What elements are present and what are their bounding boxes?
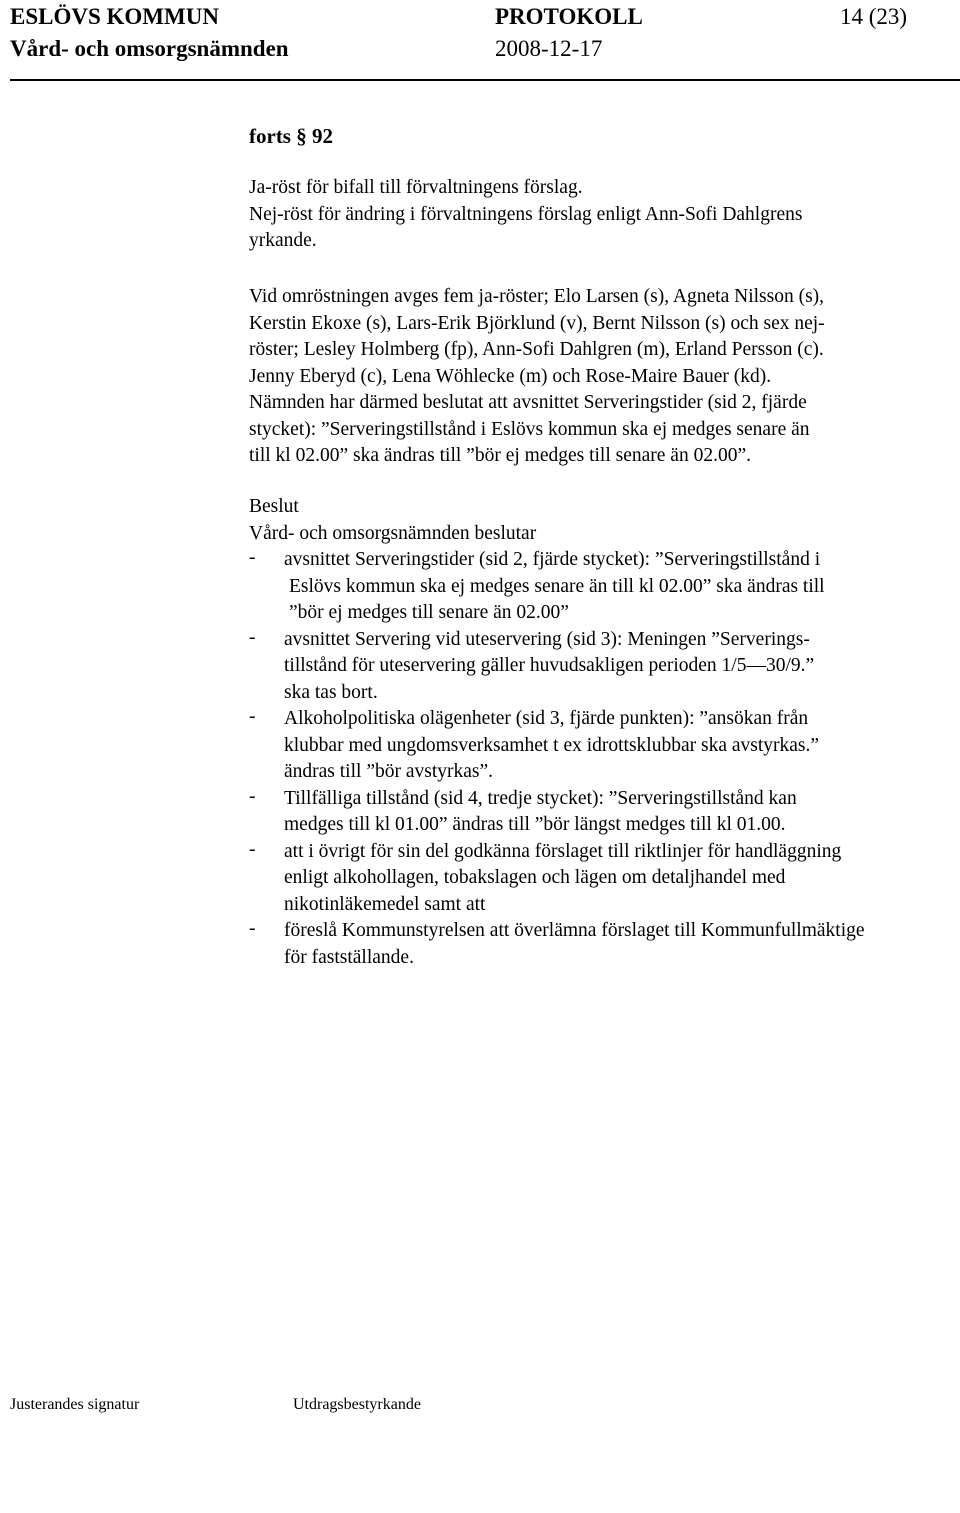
paragraph-line: Kerstin Ekoxe (s), Lars-Erik Björklund (v), Bernt Nilsson (s) och sex nej-: [249, 312, 825, 334]
list-dash: -: [249, 547, 256, 568]
list-dash: -: [249, 706, 256, 727]
list-item-line: ändras till ”bör avstyrkas”.: [284, 761, 494, 782]
decision-item: [249, 839, 865, 919]
committee-name: Vård- och omsorgsnämnden: [10, 36, 289, 61]
vote-option-line: Nej-röst för ändring i förvaltningens förslag enligt Ann-Sofi Dahlgrens: [249, 203, 803, 225]
list-item-line: Tillfälliga tillstånd (sid 4, tredje stycket): ”Serveringstillstånd kan: [284, 787, 797, 809]
page-number: 14 (23): [840, 4, 908, 29]
list-item-line: Alkoholpolitiska olägenheter (sid 3, fjärde punkten): ”ansökan från: [284, 708, 809, 729]
list-dash: -: [249, 918, 256, 939]
vote-option-line: Ja-röst för bifall till förvaltningens förslag.: [249, 177, 583, 198]
paragraph-line: stycket): ”Serveringstillstånd i Eslövs kommun ska ej medges senare än: [249, 418, 810, 440]
decision-item: [249, 918, 865, 971]
list-item-line: ska tas bort.: [284, 681, 378, 703]
list-item-line: avsnittet Serveringstider (sid 2, fjärde stycket): ”Serveringstillstånd i: [284, 549, 821, 570]
list-item-line: ”bör ej medges till senare än 02.00”: [289, 602, 569, 623]
paragraph-line: röster; Lesley Holmberg (fp), Ann-Sofi Dahlgren (m), Erland Persson (c).: [249, 339, 824, 360]
list-item-line: föreslå Kommunstyrelsen att överlämna förslaget till Kommunfullmäktige: [284, 920, 865, 941]
list-item-line: för fastställande.: [284, 946, 414, 968]
municipality-name: ESLÖVS KOMMUN: [10, 4, 219, 29]
document-type: PROTOKOLL: [495, 4, 643, 29]
paragraph-line: till kl 02.00” ska ändras till ”bör ej medges till senare än 02.00”.: [249, 445, 751, 466]
list-dash: -: [249, 626, 256, 648]
list-item-line: enligt alkohollagen, tobakslagen och lägen om detaljhandel med: [284, 867, 786, 888]
decision-heading: Beslut: [249, 496, 299, 517]
decision-item: [249, 786, 865, 839]
paragraph-line: Jenny Eberyd (c), Lena Wöhlecke (m) och Rose-Maire Bauer (kd).: [249, 365, 772, 387]
decision-section: [249, 494, 865, 971]
decision-item: [249, 706, 865, 786]
list-item-line: avsnittet Servering vid uteservering (sid 3): Meningen ”Serverings-: [284, 628, 810, 650]
decision-item: [249, 547, 865, 627]
list-item-line: nikotinläkemedel samt att: [284, 893, 486, 915]
section-heading: forts § 92: [249, 124, 333, 148]
vote-result-paragraph: [249, 284, 825, 470]
list-item-line: att i övrigt för sin del godkänna förslaget till riktlinjer för handläggning: [284, 840, 842, 862]
paragraph-line: Nämnden har därmed beslutat att avsnittet Serveringstider (sid 2, fjärde: [249, 392, 807, 413]
vote-options: [249, 175, 802, 255]
decision-item: [249, 627, 865, 707]
header-rule: [10, 79, 960, 81]
list-item-line: tillstånd för uteservering gäller huvudsakligen perioden 1/5—30/9.”: [284, 655, 815, 676]
signature-label: Justerandes signatur: [10, 1396, 140, 1413]
certification-label: Utdragsbestyrkande: [293, 1396, 421, 1413]
vote-option-line: yrkande.: [249, 230, 317, 251]
list-dash: -: [249, 785, 256, 807]
list-item-line: medges till kl 01.00” ändras till ”bör längst medges till kl 01.00.: [284, 814, 786, 835]
meeting-date: 2008-12-17: [495, 36, 603, 61]
decision-intro: Vård- och omsorgsnämnden beslutar: [249, 522, 537, 544]
list-dash: -: [249, 838, 256, 860]
paragraph-line: Vid omröstningen avges fem ja-röster; Elo Larsen (s), Agneta Nilsson (s),: [249, 286, 825, 307]
list-item-line: Eslövs kommun ska ej medges senare än till kl 02.00” ska ändras till: [289, 575, 825, 597]
list-item-line: klubbar med ungdomsverksamhet t ex idrottsklubbar ska avstyrkas.”: [284, 734, 820, 756]
